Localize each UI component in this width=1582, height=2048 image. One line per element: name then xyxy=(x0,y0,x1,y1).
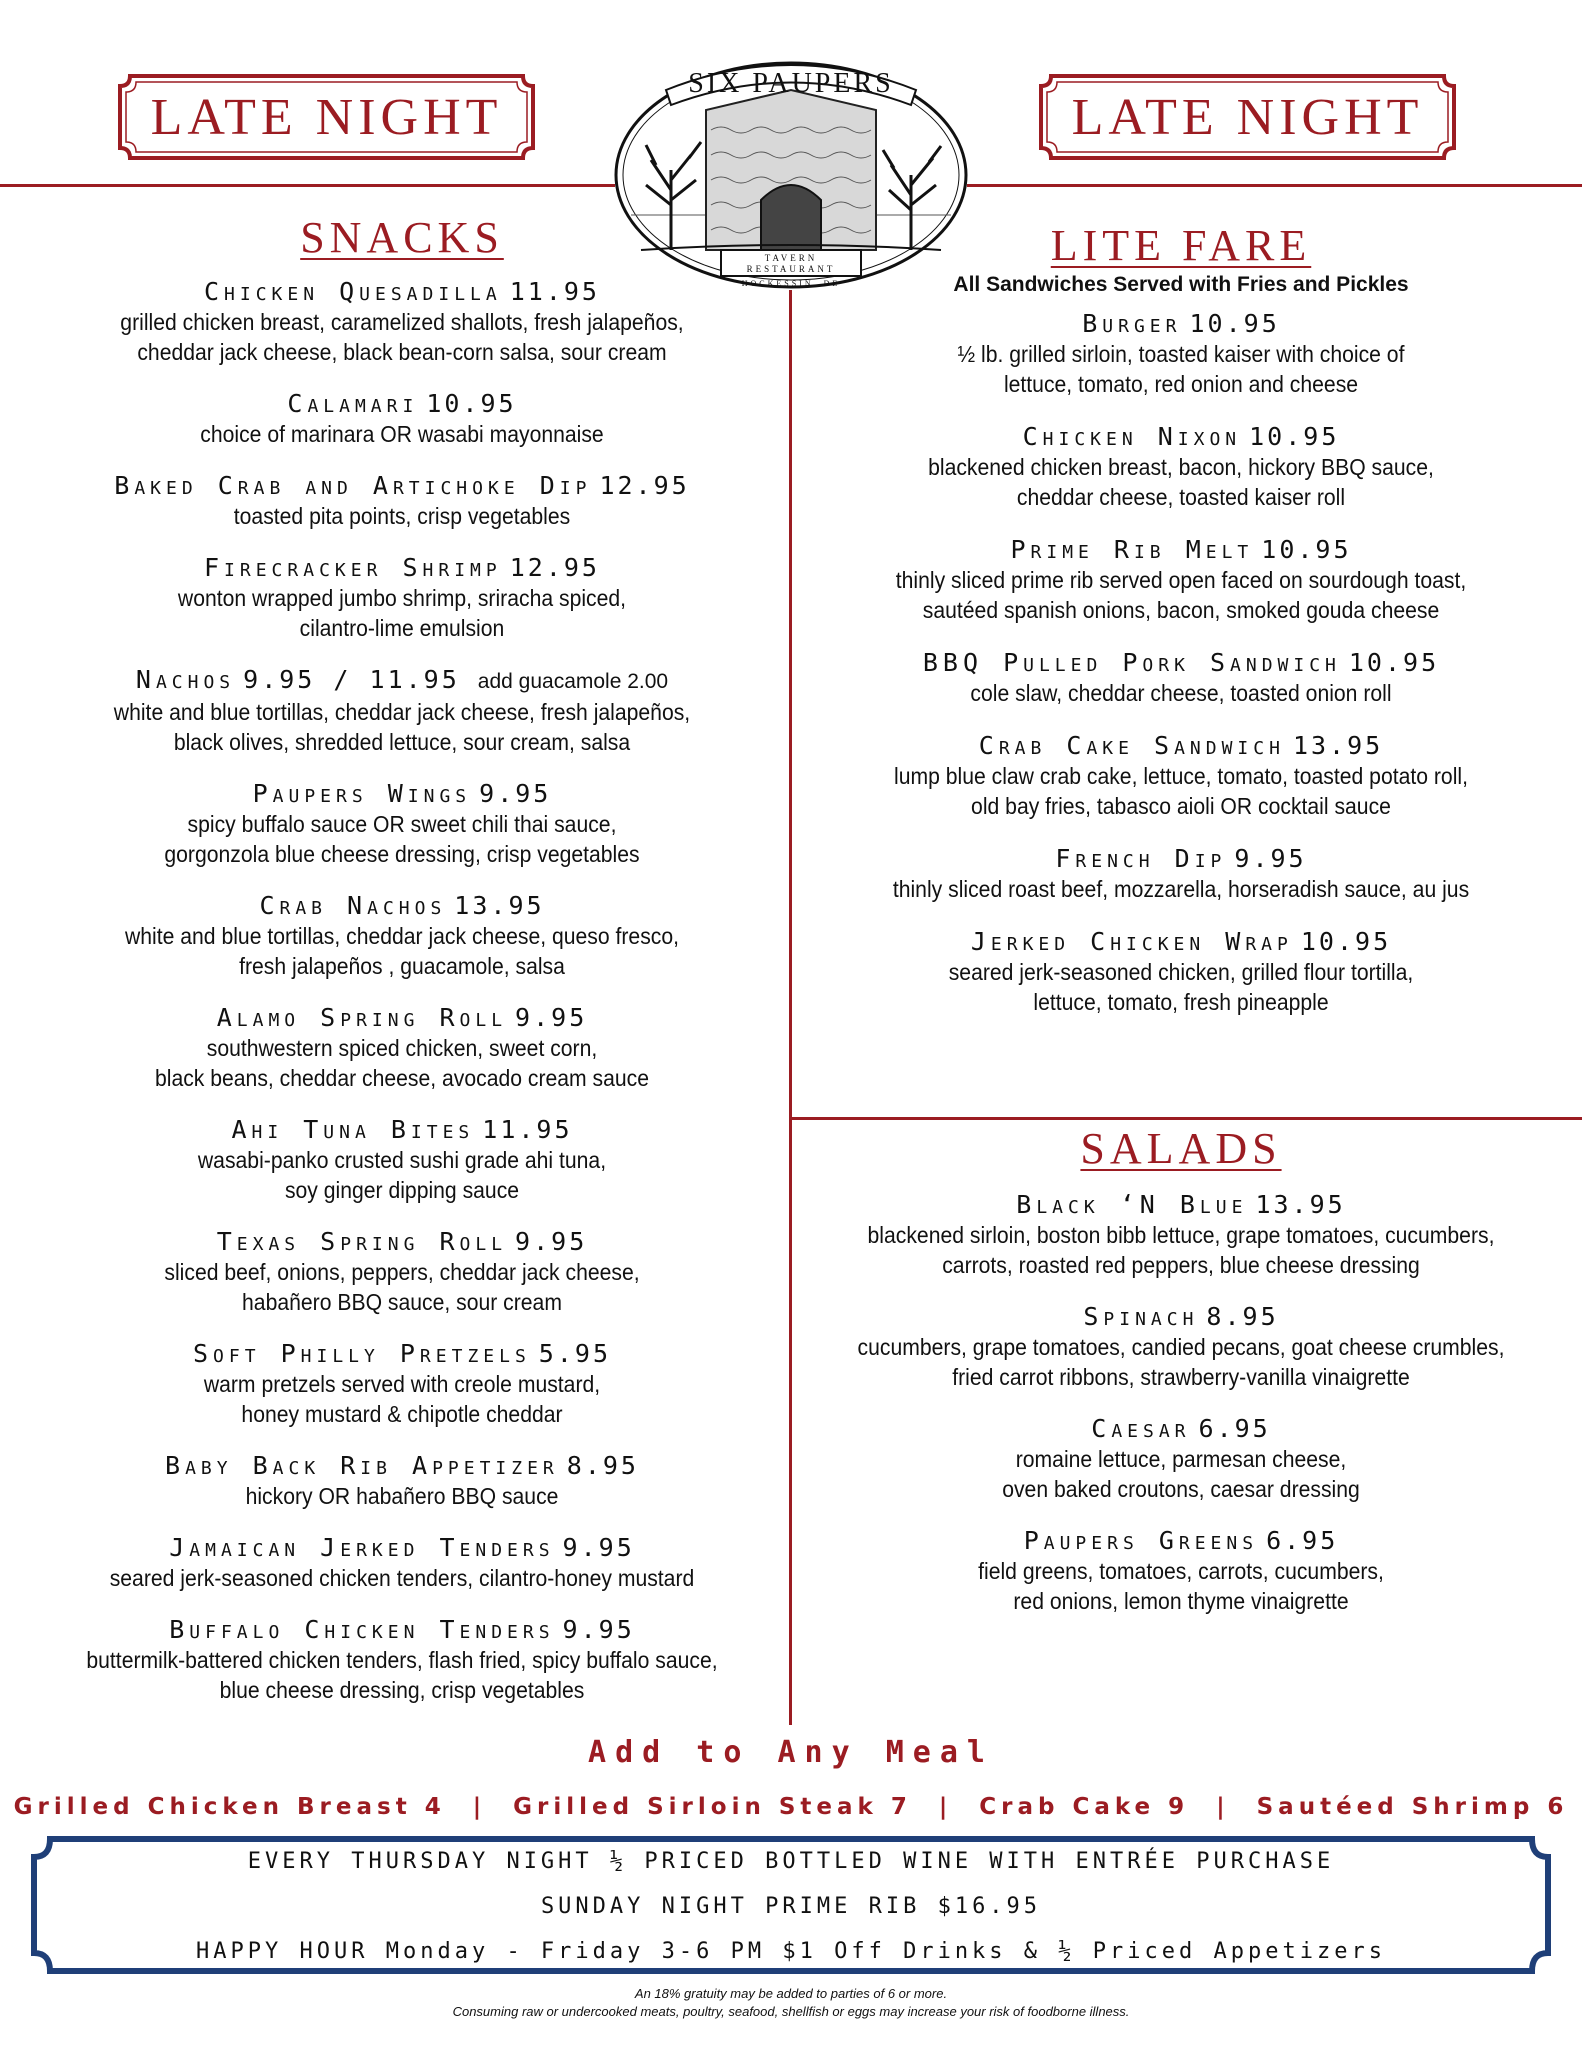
column-divider xyxy=(789,290,792,1725)
menu-item xyxy=(800,422,1562,512)
menu-item-description: southwestern spiced chicken, sweet corn, xyxy=(206,1035,598,1061)
menu-item-description: romaine lettuce, parmesan cheese, xyxy=(1015,1446,1347,1472)
menu-item xyxy=(800,1302,1562,1392)
menu-item xyxy=(800,535,1562,625)
menu-item-price: 9.95 / 11.95 xyxy=(243,665,460,694)
menu-item-title xyxy=(20,1339,784,1369)
menu-item-title xyxy=(20,553,784,583)
addon-item: Sautéed Shrimp 6 xyxy=(1256,1794,1569,1820)
menu-item-description: lettuce, tomato, fresh pineapple xyxy=(1033,989,1329,1015)
menu-item xyxy=(20,553,784,643)
menu-item-price: 12.95 xyxy=(599,471,690,500)
menu-item xyxy=(20,471,784,531)
menu-item-title xyxy=(20,665,784,697)
menu-item-price: 5.95 xyxy=(538,1339,612,1368)
menu-item-name: Burger xyxy=(1082,309,1182,338)
promo-lines xyxy=(30,1839,1552,1974)
menu-item-description: black olives, shredded lettuce, sour cream, salsa xyxy=(173,729,631,755)
menu-item-name: Ahi Tuna Bites xyxy=(231,1115,475,1144)
menu-item-name: Crab Cake Sandwich xyxy=(978,731,1285,760)
logo-location: HOCKESSIN, DE xyxy=(741,279,841,288)
menu-item-name: Baby Back Rib Appetizer xyxy=(165,1451,559,1480)
menu-item-price: 13.95 xyxy=(1255,1190,1346,1219)
addon-separator: | xyxy=(1216,1794,1230,1820)
menu-item-title xyxy=(800,648,1562,678)
menu-item-price: 6.95 xyxy=(1198,1414,1271,1443)
addons-line xyxy=(0,1794,1582,1820)
menu-item xyxy=(20,1115,784,1205)
menu-item-description: white and blue tortillas, cheddar jack cheese, queso fresco, xyxy=(124,923,680,949)
menu-item xyxy=(800,1190,1562,1280)
menu-item-name: Caesar xyxy=(1091,1414,1191,1443)
menu-item-description: thinly sliced roast beef, mozzarella, horseradish sauce, au jus xyxy=(892,876,1470,902)
logo-sub-tavern: TAVERN xyxy=(764,253,818,263)
addons-title: Add to Any Meal xyxy=(588,1735,994,1770)
salads-title: SALADS xyxy=(1080,1124,1282,1173)
health-warning: Consuming raw or undercooked meats, poultry, seafood, shellfish or eggs may increase your risk of foodborne illness. xyxy=(452,2004,1130,2019)
menu-item-description: old bay fries, tabasco aioli OR cocktail sauce xyxy=(971,793,1391,819)
menu-item xyxy=(800,648,1562,708)
menu-item-description: sliced beef, onions, peppers, cheddar jack cheese, xyxy=(164,1259,640,1285)
menu-item-description: cilantro-lime emulsion xyxy=(299,615,505,641)
menu-item-title xyxy=(800,927,1562,957)
menu-item-description: field greens, tomatoes, carrots, cucumbers, xyxy=(978,1558,1384,1584)
menu-item-description: wonton wrapped jumbo shrimp, sriracha spiced, xyxy=(177,585,627,611)
addon-separator: | xyxy=(938,1794,953,1820)
menu-item xyxy=(20,1615,784,1705)
lite-fare-column xyxy=(800,220,1562,1017)
addon-item: Grilled Sirloin Steak 7 xyxy=(513,1794,912,1820)
menu-item-description: ½ lb. grilled sirloin, toasted kaiser with choice of xyxy=(957,341,1405,367)
menu-item xyxy=(20,1451,784,1511)
menu-item-title xyxy=(20,1003,784,1033)
menu-item-price: 11.95 xyxy=(509,277,600,306)
menu-item-description: wasabi-panko crusted sushi grade ahi tuna, xyxy=(197,1147,607,1173)
menu-item-title xyxy=(20,277,784,307)
menu-item-title xyxy=(800,422,1562,452)
menu-item-name: Buffalo Chicken Tenders xyxy=(169,1615,555,1644)
menu-item-description: seared jerk-seasoned chicken tenders, cilantro-honey mustard xyxy=(109,1565,695,1591)
menu-item-title xyxy=(20,1115,784,1145)
menu-item-name: Crab Nachos xyxy=(259,891,447,920)
menu-item-title xyxy=(20,1227,784,1257)
menu-item-price: 6.95 xyxy=(1266,1526,1339,1555)
menu-item-description: blackened chicken breast, bacon, hickory BBQ sauce, xyxy=(928,454,1434,480)
menu-item-title xyxy=(20,891,784,921)
menu-item-description: choice of marinara OR wasabi mayonnaise xyxy=(200,421,604,447)
menu-item-description: black beans, cheddar cheese, avocado cream sauce xyxy=(154,1065,650,1091)
menu-item-title xyxy=(800,844,1562,874)
menu-item xyxy=(20,891,784,981)
menu-item xyxy=(800,1414,1562,1504)
menu-item xyxy=(800,844,1562,904)
menu-item-price: 8.95 xyxy=(566,1451,639,1480)
menu-item-description: toasted pita points, crisp vegetables xyxy=(233,503,571,529)
menu-item-description: fresh jalapeños , guacamole, salsa xyxy=(239,953,565,979)
menu-item-description: thinly sliced prime rib served open faced on sourdough toast, xyxy=(895,567,1467,593)
promo-box xyxy=(30,1835,1552,1975)
banner-title-right: LATE NIGHT xyxy=(1071,88,1424,146)
menu-item xyxy=(20,779,784,869)
menu-item-name: Paupers Greens xyxy=(1023,1526,1259,1555)
menu-item-price: 9.95 xyxy=(562,1615,635,1644)
menu-item-price: 12.95 xyxy=(509,553,600,582)
banner-title-left: LATE NIGHT xyxy=(150,88,503,146)
menu-item xyxy=(20,1533,784,1593)
addon-item: Grilled Chicken Breast 4 xyxy=(13,1794,446,1820)
menu-item-name: BBQ Pulled Pork Sandwich xyxy=(922,648,1341,677)
menu-item-title xyxy=(800,1302,1562,1332)
menu-item-name: Paupers Wings xyxy=(252,779,472,808)
menu-item-name: Baked Crab and Artichoke Dip xyxy=(114,471,592,500)
menu-item-description: white and blue tortillas, cheddar jack cheese, fresh jalapeños, xyxy=(113,699,691,725)
menu-item-price: 9.95 xyxy=(1234,844,1307,873)
menu-item-title xyxy=(800,535,1562,565)
menu-item-description: soy ginger dipping sauce xyxy=(284,1177,520,1203)
menu-item-description: warm pretzels served with creole mustard, xyxy=(203,1371,601,1397)
lite-fare-note: All Sandwiches Served with Fries and Pickles xyxy=(953,273,1409,296)
menu-item-title xyxy=(20,779,784,809)
menu-item-price: 10.95 xyxy=(1189,309,1280,338)
menu-item xyxy=(20,665,784,757)
menu-item-description: spicy buffalo sauce OR sweet chili thai sauce, xyxy=(187,811,617,837)
menu-item-title xyxy=(20,1533,784,1563)
menu-item-name: French Dip xyxy=(1055,844,1227,873)
menu-item-description: buttermilk-battered chicken tenders, flash fried, spicy buffalo sauce, xyxy=(86,1647,718,1673)
menu-item-description: cucumbers, grape tomatoes, candied pecans, goat cheese crumbles, xyxy=(857,1334,1505,1360)
menu-item-price: 13.95 xyxy=(454,891,545,920)
lite-fare-title: LITE FARE xyxy=(1050,221,1312,270)
menu-item-description: lump blue claw crab cake, lettuce, tomato, toasted potato roll, xyxy=(894,763,1468,789)
gratuity-note: An 18% gratuity may be added to parties of 6 or more. xyxy=(634,1986,948,2001)
menu-item xyxy=(800,731,1562,821)
menu-item-description: hickory OR habañero BBQ sauce xyxy=(245,1483,559,1509)
menu-item-name: Chicken Quesadilla xyxy=(204,277,502,306)
menu-item-name: Nachos xyxy=(135,665,236,694)
snacks-list xyxy=(20,277,784,1705)
menu-item-description: honey mustard & chipotle cheddar xyxy=(241,1401,563,1427)
menu-item-price: 10.95 xyxy=(1300,927,1392,956)
salads-column xyxy=(800,1123,1562,1616)
menu-item-title xyxy=(800,1190,1562,1220)
menu-item-name: Calamari xyxy=(287,389,419,418)
menu-item-name: Alamo Spring Roll xyxy=(216,1003,508,1032)
menu-item-description: carrots, roasted red peppers, blue cheese dressing xyxy=(942,1252,1420,1278)
menu-item-price: 10.95 xyxy=(426,389,517,418)
menu-item xyxy=(20,277,784,367)
menu-item-extra: add guacamole 2.00 xyxy=(477,670,669,693)
header-rule-left xyxy=(0,184,615,187)
menu-item-name: Prime Rib Melt xyxy=(1010,535,1254,564)
addon-item: Crab Cake 9 xyxy=(979,1794,1190,1820)
promo-line: HAPPY HOUR Monday - Friday 3-6 PM $1 Off Drinks & ½ Priced Appetizers xyxy=(196,1939,1386,1964)
menu-item-price: 9.95 xyxy=(515,1227,588,1256)
menu-item-title xyxy=(20,1615,784,1645)
menu-item-title xyxy=(20,1451,784,1481)
menu-item-title xyxy=(800,309,1562,339)
menu-item-title xyxy=(800,1414,1562,1444)
menu-item-description: red onions, lemon thyme vinaigrette xyxy=(1013,1588,1349,1614)
menu-item xyxy=(800,309,1562,399)
menu-item-description: sautéed spanish onions, bacon, smoked gouda cheese xyxy=(922,597,1440,623)
salads-rule xyxy=(791,1117,1582,1120)
menu-item xyxy=(20,1339,784,1429)
menu-item-price: 9.95 xyxy=(479,779,552,808)
late-night-banner-right xyxy=(1035,70,1460,164)
promo-line: SUNDAY NIGHT PRIME RIB $16.95 xyxy=(540,1894,1042,1919)
menu-item-name: Jamaican Jerked Tenders xyxy=(169,1533,555,1562)
menu-item-description: cheddar jack cheese, black bean-corn salsa, sour cream xyxy=(137,339,667,365)
menu-item xyxy=(800,927,1562,1017)
menu-item-price: 10.95 xyxy=(1249,422,1340,451)
menu-item-name: Texas Spring Roll xyxy=(216,1227,508,1256)
menu-item-name: Spinach xyxy=(1083,1302,1199,1331)
menu-item xyxy=(20,1227,784,1317)
menu-item-title xyxy=(20,389,784,419)
logo-name: SIX PAUPERS xyxy=(688,68,894,99)
menu-item-price: 8.95 xyxy=(1206,1302,1279,1331)
menu-item-description: gorgonzola blue cheese dressing, crisp vegetables xyxy=(164,841,640,867)
menu-item-price: 13.95 xyxy=(1292,731,1384,760)
menu-item-description: blackened sirloin, boston bibb lettuce, grape tomatoes, cucumbers, xyxy=(867,1222,1495,1248)
menu-item-description: lettuce, tomato, red onion and cheese xyxy=(1003,371,1359,397)
lite-fare-list xyxy=(800,309,1562,1017)
menu-item xyxy=(20,389,784,449)
menu-item-description: habañero BBQ sauce, sour cream xyxy=(242,1289,562,1315)
addon-separator: | xyxy=(472,1794,487,1820)
promo-line: EVERY THURSDAY NIGHT ½ PRICED BOTTLED WINE WITH ENTRÉE PURCHASE xyxy=(247,1849,1335,1874)
menu-item-name: Black ‘N Blue xyxy=(1016,1190,1248,1219)
logo-sub-restaurant: RESTAURANT xyxy=(746,264,836,274)
snacks-title: SNACKS xyxy=(300,213,504,262)
menu-item-price: 10.95 xyxy=(1348,648,1440,677)
late-night-banner-left xyxy=(114,70,539,164)
salads-list xyxy=(800,1190,1562,1616)
snacks-column xyxy=(20,212,784,1705)
menu-item-price: 9.95 xyxy=(562,1533,635,1562)
header-rule-right xyxy=(967,184,1582,187)
menu-item-name: Jerked Chicken Wrap xyxy=(970,927,1293,956)
menu-item-price: 9.95 xyxy=(515,1003,588,1032)
menu-item-description: cole slaw, cheddar cheese, toasted onion roll xyxy=(970,680,1392,706)
menu-item-description: fried carrot ribbons, strawberry-vanilla vinaigrette xyxy=(952,1364,1410,1390)
menu-item-description: seared jerk-seasoned chicken, grilled flour tortilla, xyxy=(948,959,1414,985)
menu-item-price: 10.95 xyxy=(1261,535,1352,564)
menu-item-description: cheddar cheese, toasted kaiser roll xyxy=(1016,484,1346,510)
menu-item-title xyxy=(20,471,784,501)
menu-item-description: grilled chicken breast, caramelized shallots, fresh jalapeños, xyxy=(120,309,684,335)
menu-item-name: Firecracker Shrimp xyxy=(204,553,502,582)
menu-item xyxy=(800,1526,1562,1616)
menu-item xyxy=(20,1003,784,1093)
menu-item-description: oven baked croutons, caesar dressing xyxy=(1002,1476,1360,1502)
menu-item-description: blue cheese dressing, crisp vegetables xyxy=(219,1677,585,1703)
menu-item-title xyxy=(800,731,1562,761)
menu-item-title xyxy=(800,1526,1562,1556)
menu-item-name: Chicken Nixon xyxy=(1022,422,1242,451)
menu-item-price: 11.95 xyxy=(482,1115,573,1144)
menu-item-name: Soft Philly Pretzels xyxy=(192,1339,531,1368)
